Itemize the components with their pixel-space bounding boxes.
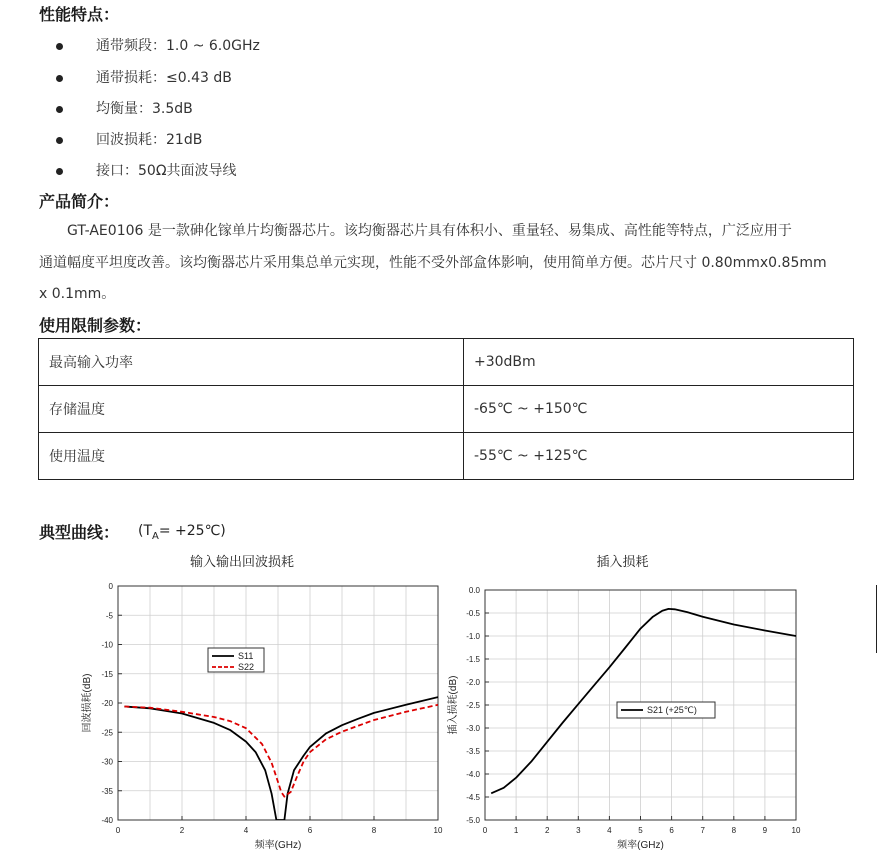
y-tick-label: -1.0 [466,632,480,641]
y-tick-label: 0.0 [468,586,480,595]
param-value: -65℃ ~ +150℃ [464,386,854,433]
x-tick-label: 0 [115,826,121,835]
x-tick-label: 6 [307,826,313,835]
condition-suffix: = +25℃) [158,523,226,539]
x-tick-label: 8 [371,826,377,835]
intro-heading: 产品简介： [39,192,120,211]
intro-line: 通道幅度平坦度改善。该均衡器芯片采用集总单元实现，性能不受外部盒体影响，使用简单方便。芯片尺寸 0.80mmx0.85mm [39,255,827,271]
param-name: 存储温度 [39,386,464,433]
x-axis-label: 频率(GHz) [617,840,664,851]
legend-box [208,648,264,672]
x-tick-label: 8 [731,826,737,835]
feature-item: 均衡量：3.5dB [96,101,193,117]
y-tick-label: -4.5 [466,793,480,802]
x-tick-label: 2 [179,826,185,835]
x-tick-label: 10 [433,826,443,835]
feature-item: 通带损耗：≤0.43 dB [96,70,232,86]
temperature-condition [138,523,226,542]
intro-line: x 0.1mm。 [39,286,116,302]
x-tick-label: 0 [482,826,488,835]
legend-label: S22 [238,662,255,672]
x-tick-label: 6 [669,826,674,835]
intro-line: GT-AE0106 是一款砷化镓单片均衡器芯片。该均衡器芯片具有体积小、重量轻、易集成、高性能等特点，广泛应用于 [39,223,792,239]
table-row [39,433,854,480]
y-tick-label: -0.5 [466,609,480,618]
y-tick-label: -30 [101,757,113,767]
y-tick-label: -5 [105,611,113,621]
x-tick-label: 10 [791,826,801,835]
y-tick-label: -15 [101,669,113,679]
page-edge-line [876,585,877,653]
y-tick-label: -35 [101,786,113,796]
y-tick-label: -1.5 [466,655,480,664]
feature-item: 回波损耗：21dB [96,132,203,148]
limits-table [38,338,854,480]
series-line-s21 [491,609,796,793]
limits-heading: 使用限制参数： [39,316,152,335]
y-tick-label: -2.0 [466,678,480,687]
y-tick-label: -5.0 [466,816,480,825]
y-tick-label: -25 [101,728,113,738]
legend-label: S21 (+25℃) [647,705,697,715]
y-tick-label: -40 [101,816,113,825]
x-tick-label: 2 [544,826,550,835]
y-tick-label: -3.0 [466,724,480,733]
x-tick-label: 3 [576,826,581,835]
curves-heading: 典型曲线： [39,523,120,542]
param-name: 最高输入功率 [39,339,464,386]
y-tick-label: -2.5 [466,701,480,710]
y-axis-label: 回波损耗(dB) [82,673,93,733]
y-tick-label: -20 [101,699,113,708]
param-name: 使用温度 [39,433,464,480]
condition-subscript: A [152,530,159,542]
x-tick-label: 7 [700,826,705,835]
chart-title: 插入损耗 [596,554,649,569]
feature-item: 接口：50Ω共面波导线 [96,163,237,179]
y-tick-label: -10 [101,640,113,650]
x-tick-label: 5 [638,826,643,835]
y-tick-label: -4.0 [466,770,480,779]
features-heading: 性能特点： [39,5,120,24]
table-row [39,339,854,386]
x-tick-label: 4 [607,826,612,835]
y-tick-label: -3.5 [466,747,480,756]
x-axis-label: 频率(GHz) [254,840,302,851]
feature-item: 通带频段：1.0 ~ 6.0GHz [96,38,260,54]
x-tick-label: 1 [513,826,519,835]
y-tick-label: 0 [108,582,113,591]
param-value: -55℃ ~ +125℃ [464,433,854,480]
legend-label: S11 [238,651,254,661]
series-line-s22 [124,705,438,797]
chart-title: 输入输出回波损耗 [189,554,295,569]
param-value: +30dBm [464,339,854,386]
x-tick-label: 9 [762,826,768,835]
x-tick-label: 4 [243,826,249,835]
table-row [39,386,854,433]
y-axis-label: 插入损耗(dB) [448,675,459,735]
condition-prefix: (T [138,523,153,539]
